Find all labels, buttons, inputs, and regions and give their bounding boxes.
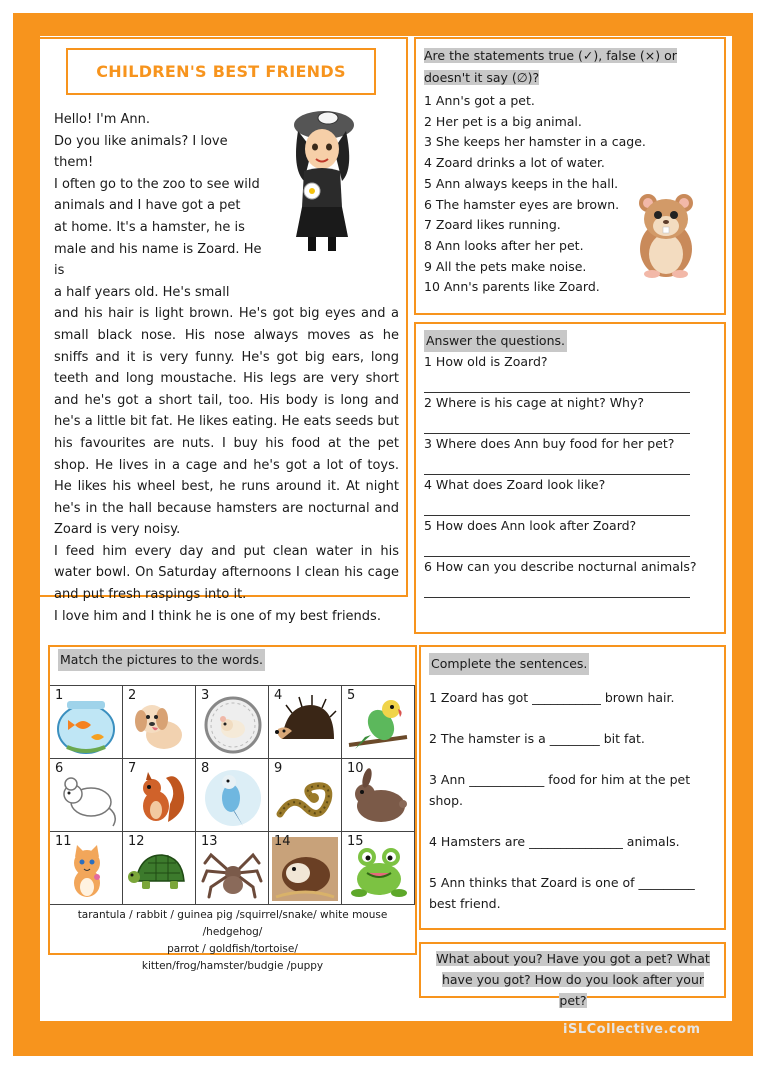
picture-number: 5	[347, 688, 356, 703]
story-line: male and his name is Zoard. He is	[54, 241, 262, 279]
picture-cell[interactable]	[196, 832, 269, 905]
picture-number: 7	[128, 761, 137, 776]
question-item: 6 How can you describe nocturnal animals?	[424, 559, 697, 574]
picture-grid	[50, 685, 415, 904]
picture-number: 14	[274, 834, 291, 849]
story-paragraph: I feed him every day and put clean water in his water bowl. On Saturday afternoons I clean his cage and put fresh raspings into it.	[54, 543, 399, 603]
story-paragraph: and his hair is light brown. He's got big eyes and a small black nose. His nose always moves as he sniffs and it is very funny. He's got big ears, long teeth and long moustache. His legs are very short and he's got a short tail, too. His body is long and he's a little bit fat. He likes eating. He eats seeds but his favourites are nuts. I buy his food at the pet shop. He lives in a cage and he's got a lot of toys. He likes his wheel best, he runs around it. At night he's in the hall because hamsters are nocturnal and Zoard is very noisy.	[54, 306, 399, 538]
sentence-item[interactable]: 2 The hamster is a ________ bit fat.	[429, 731, 645, 746]
picture-cell[interactable]	[50, 832, 123, 905]
picture-number: 10	[347, 761, 364, 776]
picture-number: 4	[274, 688, 283, 703]
watermark: iSLCollective.com	[563, 1022, 701, 1037]
sentence-item[interactable]: 5 Ann thinks that Zoard is one of _________ best friend.	[429, 875, 695, 911]
story-panel	[38, 37, 408, 624]
statement-item: 7 Zoard likes running.	[424, 217, 561, 233]
sentence-item[interactable]: 4 Hamsters are _______________ animals.	[429, 834, 680, 849]
true-false-heading: Are the statements true (✓), false (×) or doesn't it say (∅)?	[424, 48, 677, 85]
statement-item: 8 Ann looks after her pet.	[424, 237, 584, 253]
picture-number: 3	[201, 688, 210, 703]
story-line: Hello! I'm Ann.	[54, 112, 151, 127]
story-line: Do you like animals? I love them!	[54, 133, 228, 171]
question-item: 5 How does Ann look after Zoard?	[424, 518, 637, 533]
story-intro	[54, 109, 268, 303]
story-paragraph: I love him and I think he is one of my best friends.	[54, 608, 381, 624]
statement-item: 9 All the pets make noise.	[424, 258, 587, 274]
picture-number: 6	[55, 761, 64, 776]
picture-number: 1	[55, 688, 64, 703]
statement-item: 1 Ann's got a pet.	[424, 93, 535, 108]
picture-cell[interactable]	[342, 759, 415, 832]
picture-cell[interactable]	[123, 832, 196, 905]
question-item: 4 What does Zoard look like?	[424, 477, 606, 492]
picture-number: 9	[274, 761, 283, 776]
picture-cell[interactable]	[123, 759, 196, 832]
word-bank-line: parrot / goldfish/tortoise/	[167, 943, 298, 955]
sentence-item[interactable]: 3 Ann ____________ food for him at the pet shop.	[429, 772, 691, 808]
complete-panel	[419, 645, 726, 930]
statement-item: 4 Zoard drinks a lot of water.	[424, 155, 605, 171]
picture-number: 12	[128, 834, 145, 849]
story-line: animals and I have got a pet	[54, 198, 241, 214]
statement-item: 6 The hamster eyes are brown.	[424, 196, 620, 212]
page-title: CHILDREN'S BEST FRIENDS	[96, 62, 346, 81]
girl-illustration-icon	[282, 109, 362, 254]
picture-number: 8	[201, 761, 210, 776]
answer-line[interactable]	[424, 495, 690, 516]
question-item: 3 Where does Ann buy food for her pet?	[424, 436, 675, 451]
match-heading: Match the pictures to the words.	[58, 649, 265, 671]
story-line: at home. It's a hamster, he is	[54, 219, 245, 235]
statement-item: 5 Ann always keeps in the hall.	[424, 175, 619, 191]
answer-line[interactable]	[424, 454, 690, 475]
answer-line[interactable]	[424, 536, 690, 557]
picture-cell[interactable]	[342, 832, 415, 905]
word-bank-line: kitten/frog/hamster/budgie /puppy	[141, 960, 324, 972]
picture-cell[interactable]	[196, 759, 269, 832]
questions-heading: Answer the questions.	[424, 330, 567, 352]
title-box	[66, 48, 376, 95]
picture-cell[interactable]	[269, 759, 342, 832]
picture-cell[interactable]	[123, 686, 196, 759]
story-line: I often go to the zoo to see wild	[54, 176, 260, 192]
word-bank	[54, 907, 411, 975]
statement-item: 2 Her pet is a big animal.	[424, 113, 582, 129]
question-item: 2 Where is his cage at night? Why?	[424, 395, 645, 410]
match-panel	[48, 645, 417, 972]
statement-item: 3 She keeps her hamster in a cage.	[424, 134, 646, 150]
picture-number: 15	[347, 834, 364, 849]
statement-item: 10 Ann's parents like Zoard.	[424, 279, 600, 295]
picture-number: 2	[128, 688, 137, 703]
questions-block	[424, 330, 716, 598]
picture-cell[interactable]	[50, 759, 123, 832]
story-line: a half years old. He's small	[54, 284, 230, 300]
questions-panel	[414, 322, 726, 634]
about-you-text: What about you? Have you got a pet? What have you got? How do you look after your pet?	[436, 951, 710, 1008]
answer-line[interactable]	[424, 413, 690, 434]
picture-number: 11	[55, 834, 72, 849]
question-item: 1 How old is Zoard?	[424, 354, 548, 369]
picture-cell[interactable]	[50, 686, 123, 759]
complete-heading: Complete the sentences.	[429, 653, 589, 675]
answer-line[interactable]	[424, 577, 690, 598]
picture-number: 13	[201, 834, 218, 849]
word-bank-line: tarantula / rabbit / guinea pig /squirrel/snake/ white mouse /hedgehog/	[77, 909, 388, 938]
sentence-item[interactable]: 1 Zoard has got ___________ brown hair.	[429, 690, 675, 705]
picture-cell[interactable]	[269, 686, 342, 759]
picture-cell[interactable]	[342, 686, 415, 759]
true-false-panel	[414, 37, 726, 315]
picture-cell[interactable]	[269, 832, 342, 905]
answer-line[interactable]	[424, 372, 690, 393]
statement-list	[424, 91, 646, 298]
hamster-illustration-icon	[634, 189, 698, 279]
complete-list	[429, 653, 719, 934]
picture-cell[interactable]	[196, 686, 269, 759]
about-you-panel	[419, 942, 726, 1008]
